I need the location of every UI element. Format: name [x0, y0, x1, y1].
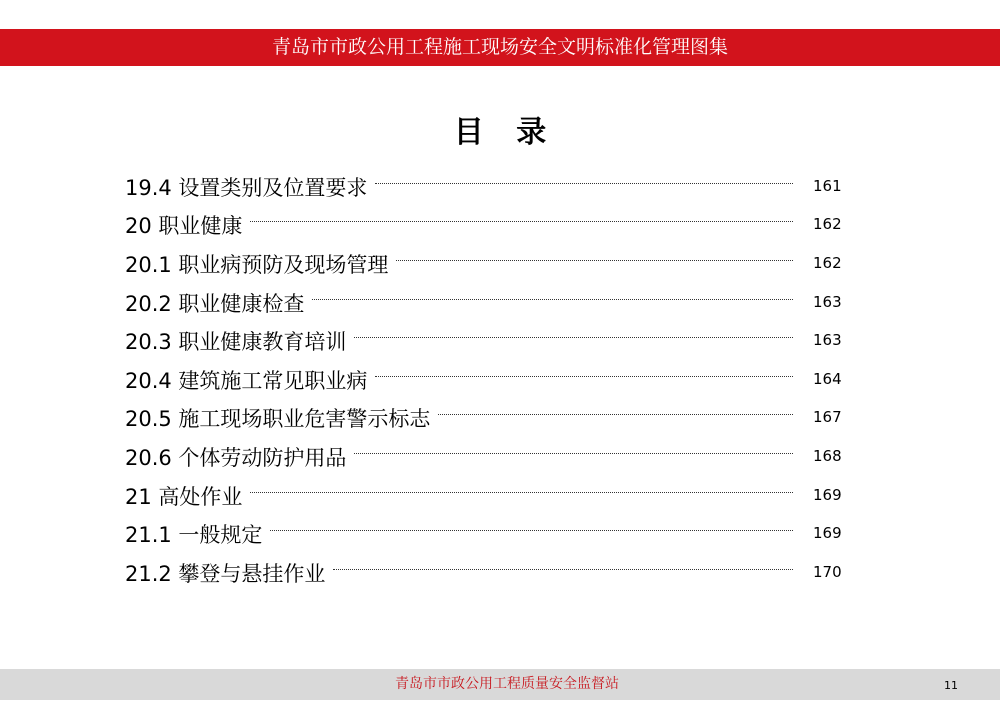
toc-entry-label: 20.1 职业病预防及现场管理: [125, 252, 389, 277]
header-banner: [0, 29, 1000, 66]
toc-entry-page: 163: [813, 331, 842, 350]
toc-entry-label: 21.2 攀登与悬挂作业: [125, 561, 326, 586]
toc-entry-label: 21.1 一般规定: [125, 523, 263, 548]
toc-entry: [125, 362, 845, 401]
document-title: 青岛市市政公用工程施工现场安全文明标准化管理图集: [271, 36, 728, 58]
toc-entry: [125, 516, 845, 555]
toc-entry: [125, 401, 845, 440]
toc-entry-page: 162: [813, 253, 842, 272]
toc-entry-page: 169: [813, 485, 842, 504]
toc-dot-leader: [375, 183, 793, 184]
toc-dot-leader: [396, 260, 793, 261]
toc-heading: 目 录: [453, 115, 547, 150]
toc-entry-page: 162: [813, 215, 842, 234]
toc-entry-page: 169: [813, 524, 842, 543]
toc-entry: [125, 323, 845, 362]
toc-entry-page: 163: [813, 292, 842, 311]
toc-dot-leader: [270, 530, 793, 531]
toc-entry-page: 170: [813, 562, 842, 581]
toc-entry: [125, 208, 845, 247]
toc-dot-leader: [354, 453, 793, 454]
toc-entry-label: 21 高处作业: [125, 484, 243, 509]
toc-entry-label: 20 职业健康: [125, 214, 243, 239]
toc-entry-label: 20.5 施工现场职业危害警示标志: [125, 407, 431, 432]
toc-dot-leader: [438, 414, 793, 415]
toc-entry-page: 161: [813, 176, 842, 195]
toc-entry-page: 164: [813, 369, 842, 388]
toc-entry-label: 19.4 设置类别及位置要求: [125, 175, 368, 200]
toc-entry: [125, 285, 845, 324]
toc-entry-page: 167: [813, 408, 842, 427]
toc-entry: [125, 478, 845, 517]
toc-entry: [125, 246, 845, 285]
table-of-contents: [125, 169, 845, 594]
toc-dot-leader: [333, 569, 793, 570]
toc-entry: [125, 169, 845, 208]
footer-organization: 青岛市市政公用工程质量安全监督站: [395, 676, 619, 692]
toc-entry: [125, 439, 845, 478]
footer-bar: [0, 669, 1000, 700]
toc-dot-leader: [312, 299, 793, 300]
toc-entry-label: 20.3 职业健康教育培训: [125, 330, 347, 355]
toc-entry-page: 168: [813, 446, 842, 465]
toc-entry: [125, 555, 845, 594]
toc-dot-leader: [354, 337, 793, 338]
toc-entry-label: 20.2 职业健康检查: [125, 291, 305, 316]
toc-dot-leader: [375, 376, 793, 377]
page-number: 11: [944, 679, 958, 692]
toc-entry-label: 20.6 个体劳动防护用品: [125, 445, 347, 470]
toc-entry-label: 20.4 建筑施工常见职业病: [125, 368, 368, 393]
toc-dot-leader: [250, 492, 793, 493]
toc-dot-leader: [250, 221, 793, 222]
